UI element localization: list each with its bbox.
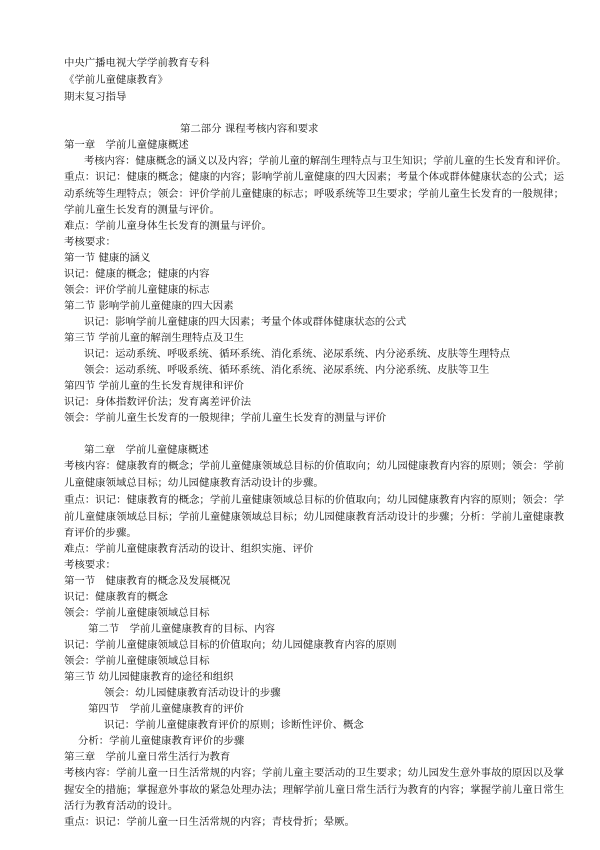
ch1-sec1-title: 第一节 健康的涵义 — [64, 252, 151, 264]
ch1-sec2-recall: 识记：影响学前儿童健康的四大因素；考量个体或群体健康状态的公式 — [84, 316, 407, 328]
ch2-sec1-recall: 识记：健康教育的概念 — [64, 591, 168, 603]
document-subtitle: 期末复习指导 — [64, 91, 127, 103]
chapter1-key-points: 重点：识记：健康的概念；健康的内容；影响学前儿童健康的四大因素；考量个体或群体健康状态的公式；运动系统等生理特点；领会：评价学前儿童健康的标志；呼吸系统等卫生要求；学前儿童生长发育的一般规律；学前儿童生长发育的测量与评价。 — [64, 171, 564, 216]
ch2-sec4-analyze: 分析：学前儿童健康教育评价的步骤 — [78, 735, 245, 747]
ch1-sec4-understand: 领会：学前儿童生长发育的一般规律；学前儿童生长发育的测量与评价 — [64, 412, 387, 424]
ch1-sec4-recall: 识记：身体指数评价法；发育离差评价法 — [64, 396, 252, 408]
ch2-sec1-understand: 领会：学前儿童健康领域总目标 — [64, 607, 210, 619]
chapter3-content: 考核内容：学前儿童一日生活常规的内容；学前儿童主要活动的卫生要求；幼儿园发生意外事故的原因以及掌握安全的措施；掌握意外事故的紧急处理办法；理解学前儿童日常生活行为教育的内容；掌握学前儿童日常生活行为教育活动的设计。 — [64, 767, 564, 812]
ch1-sec3-recall: 识记：运动系统、呼吸系统、循环系统、消化系统、泌尿系统、内分泌系统、皮肤等生理特点 — [84, 348, 511, 360]
ch2-sec4-recall: 识记：学前儿童健康教育评价的原则；诊断性评价、概念 — [104, 719, 364, 731]
chapter1-content: 考核内容：健康概念的涵义以及内容；学前儿童的解剖生理特点与卫生知识；学前儿童的生长发育和评价。 — [84, 155, 567, 167]
ch2-sec1-title: 第一节 健康教育的概念及发展概况 — [64, 575, 231, 587]
ch2-sec2-title: 第二节 学前儿童健康教育的目标、内容 — [88, 623, 276, 635]
chapter3-key-points: 重点：识记：学前儿童一日生活常规的内容；青枝骨折；晕厥。 — [64, 816, 355, 828]
ch1-sec3-understand: 领会：运动系统、呼吸系统、循环系统、消化系统、泌尿系统、内分泌系统、皮肤等卫生 — [84, 364, 490, 376]
course-title: 《学前儿童健康教育》 — [64, 74, 168, 86]
chapter2-requirements-label: 考核要求： — [64, 559, 116, 571]
ch2-sec2-recall: 识记：学前儿童健康领域总目标的价值取向；幼儿园健康教育内容的原则 — [64, 639, 397, 651]
ch2-sec3-title: 第三节 幼儿园健康教育的途径和组织 — [64, 671, 234, 683]
part-title: 第二部分 课程考核内容和要求 — [180, 123, 319, 135]
ch1-sec2-title: 第二节 影响学前儿童健康的四大因素 — [64, 300, 234, 312]
ch1-sec3-title: 第三节 学前儿童的解剖生理特点及卫生 — [64, 332, 244, 344]
chapter1-requirements-label: 考核要求： — [64, 236, 116, 248]
chapter3-title: 第三章 学前儿童日常生活行为教育 — [64, 751, 231, 763]
ch2-sec2-understand: 领会：学前儿童健康领域总目标 — [64, 655, 210, 667]
ch2-sec3-understand: 领会：幼儿园健康教育活动设计的步骤 — [104, 687, 281, 699]
chapter1-difficult: 难点：学前儿童身体生长发育的测量与评价。 — [64, 220, 272, 232]
ch2-sec4-title: 第四节 学前儿童健康教育的评价 — [88, 703, 244, 715]
ch1-sec1-understand: 领会：评价学前儿童健康的标志 — [64, 284, 210, 296]
ch1-sec1-recall: 识记：健康的概念；健康的内容 — [64, 268, 210, 280]
chapter2-difficult: 难点：学前儿童健康教育活动的设计、组织实施、评价 — [64, 543, 314, 555]
chapter2-title: 第二章 学前儿童健康概述 — [84, 444, 209, 456]
chapter2-content: 考核内容：健康教育的概念；学前儿童健康领域总目标的价值取向；幼儿园健康教育内容的原则；领会：学前儿童健康领域总目标；幼儿园健康教育活动设计的步骤。 — [64, 460, 564, 489]
institution-line: 中央广播电视大学学前教育专科 — [64, 57, 210, 69]
ch1-sec4-title: 第四节 学前儿童的生长发育规律和评价 — [64, 380, 244, 392]
chapter1-title: 第一章 学前儿童健康概述 — [64, 139, 189, 151]
chapter2-key-points: 重点：识记：健康教育的概念；学前儿童健康领域总目标的价值取向；幼儿园健康教育内容的原则；领会：学前儿童健康领域总目标；学前儿童健康领域总目标；幼儿园健康教育活动设计的步骤；分析：学前儿童健康教育评价的步骤。 — [64, 494, 564, 539]
